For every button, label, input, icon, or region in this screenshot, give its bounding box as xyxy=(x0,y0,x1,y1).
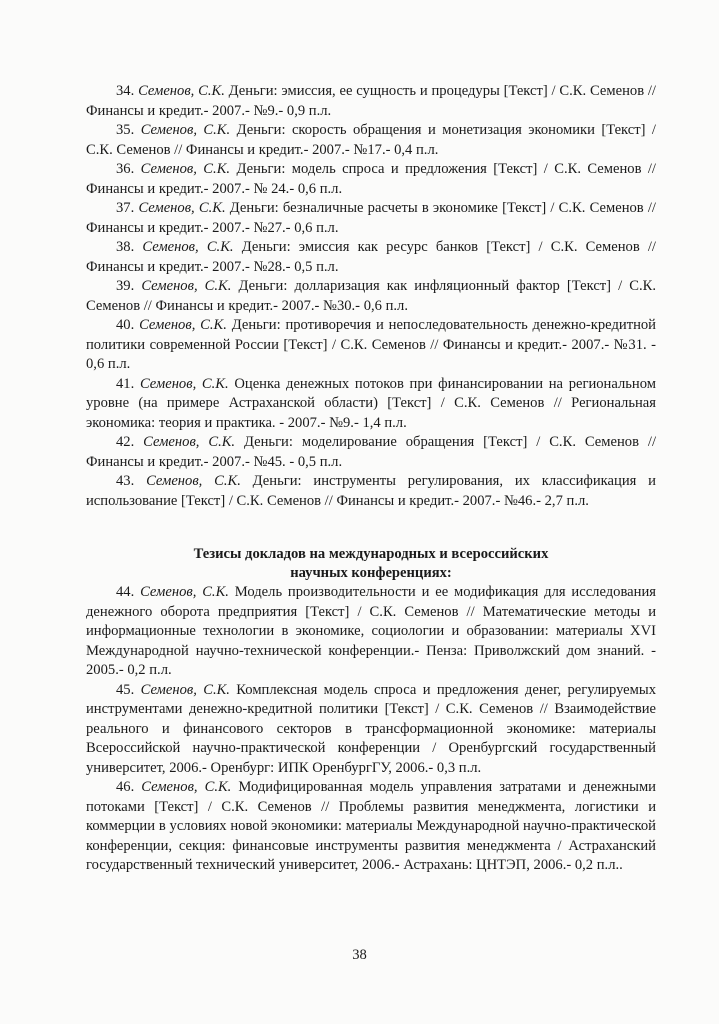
entry-number: 40. xyxy=(116,317,135,333)
bibliography-entry xyxy=(86,316,656,375)
bibliography-entry xyxy=(86,472,656,511)
bibliography-entry xyxy=(86,160,656,199)
entry-text: Деньги: безналичные расчеты в экономике [Текст] / С.К. Семенов // Финансы и кредит.- 2007.- №27.- 0,6 п.л. xyxy=(86,200,656,236)
entry-author: Семенов, С.К. xyxy=(141,278,232,294)
entry-number: 37. xyxy=(116,200,135,216)
entry-number: 46. xyxy=(116,779,135,795)
entry-author: Семенов, С.К. xyxy=(143,434,236,450)
entry-text: Модель производительности и ее модификация для исследования денежного оборота предприятия [Текст] / С.К. Семенов // Математические методы и информационные технологии в экономике, социологии и образовании: материалы XVI Международной научно-технической конференции.- Пенза: Приволжский дом знаний. - 2005.- 0,2 п.л. xyxy=(86,584,656,678)
entry-text: Деньги: скорость обращения и монетизация экономики [Текст] / С.К. Семенов // Финансы и кредит.- 2007.- №17.- 0,4 п.л. xyxy=(86,122,656,158)
entry-number: 39. xyxy=(116,278,135,294)
entry-author: Семенов, С.К. xyxy=(141,779,232,795)
entry-text: Комплексная модель спроса и предложения денег, регулируемых инструментами денежно-кредитной политики [Текст] / С.К. Семенов // Взаимодействие реального и финансового секторов в трансформационной экономике: материалы Всероссийской научно-практической конференции / Оренбургский государственный университет, 2006.- Оренбург: ИПК ОренбургГУ, 2006.- 0,3 п.л. xyxy=(86,681,656,776)
entry-text: Деньги: модель спроса и предложения [Текст] / С.К. Семенов // Финансы и кредит.- 2007.- № 24.- 0,6 п.л. xyxy=(86,161,656,197)
bibliography-entry xyxy=(86,82,656,121)
entry-author: Семенов, С.К. xyxy=(142,239,234,255)
entry-text: Деньги: эмиссия, ее сущность и процедуры [Текст] / С.К. Семенов // Финансы и кредит.- 2007.- №9.- 0,9 п.л. xyxy=(86,83,656,119)
bibliography-entry xyxy=(86,583,656,681)
entry-text: Модифицированная модель управления затратами и денежными потоками [Текст] / С.К. Семенов // Проблемы развития менеджмента, логистики и коммерции в условиях новой экономики: материалы Международной научно-практической конференции, секция: финансовые инструменты развития менеджмента / Астраханский государственный технический университет, 2006.- Астрахань: ЦНТЭП, 2006.- 0,2 п.л.. xyxy=(86,779,656,873)
entry-number: 44. xyxy=(116,584,135,600)
entry-number: 38. xyxy=(116,239,135,255)
entry-author: Семенов, С.К. xyxy=(140,584,229,600)
entry-author: Семенов, С.К. xyxy=(139,317,227,333)
section-heading xyxy=(86,545,656,583)
entry-number: 42. xyxy=(116,434,135,450)
entry-text: Деньги: противоречия и непоследовательность денежно-кредитной политики современной России [Текст] / С.К. Семенов // Финансы и кредит.- 2007.- №31. - 0,6 п.л. xyxy=(86,317,656,372)
section-heading-line2: научных конференциях: xyxy=(290,565,452,581)
entry-number: 45. xyxy=(116,681,135,698)
entry-author: Семенов, С.К. xyxy=(146,473,241,489)
page-number: 38 xyxy=(352,947,367,963)
entry-number: 43. xyxy=(116,473,135,489)
document-page xyxy=(86,82,656,876)
entry-author: Семенов, С.К. xyxy=(139,375,229,392)
bibliography-entry xyxy=(86,433,656,472)
bibliography-entry xyxy=(86,778,656,876)
bibliography-entry xyxy=(86,199,656,238)
bibliography-entry xyxy=(86,375,656,434)
section-heading-line1: Тезисы докладов на международных и всероссийских xyxy=(193,546,549,562)
entry-author: Семенов, С.К. xyxy=(140,161,231,177)
entry-number: 35. xyxy=(116,122,135,138)
entry-author: Семенов, С.К. xyxy=(140,122,231,138)
bibliography-entry xyxy=(86,121,656,160)
conference-theses-list xyxy=(86,583,656,876)
bibliography-entry xyxy=(86,277,656,316)
entry-number: 36. xyxy=(116,161,135,177)
entry-author: Семенов, С.К. xyxy=(138,83,225,99)
entry-number: 41. xyxy=(116,375,135,392)
bibliography-entry xyxy=(86,681,656,779)
entry-text: Деньги: долларизация как инфляционный фактор [Текст] / С.К. Семенов // Финансы и кредит.- 2007.- №30.- 0,6 п.л. xyxy=(86,278,656,314)
bibliography-entry xyxy=(86,238,656,277)
entry-author: Семенов, С.К. xyxy=(140,681,230,698)
publications-list xyxy=(86,82,656,511)
entry-text: Деньги: эмиссия как ресурс банков [Текст] / С.К. Семенов // Финансы и кредит.- 2007.- №28.- 0,5 п.л. xyxy=(86,239,656,275)
entry-number: 34. xyxy=(116,83,135,99)
entry-text: Деньги: моделирование обращения [Текст] / С.К. Семенов // Финансы и кредит.- 2007.- №45. - 0,5 п.л. xyxy=(86,434,656,470)
entry-author: Семенов, С.К. xyxy=(138,200,226,216)
entry-text: Оценка денежных потоков при финансировании на региональном уровне (на примере Астраханской области) [Текст] / С.К. Семенов // Региональная экономика: теория и практика. - 2007.- №9.- 1,4 п.л. xyxy=(86,375,656,431)
entry-text: Деньги: инструменты регулирования, их классификация и использование [Текст] / С.К. Семенов // Финансы и кредит.- 2007.- №46.- 2,7 п.л. xyxy=(86,473,656,509)
